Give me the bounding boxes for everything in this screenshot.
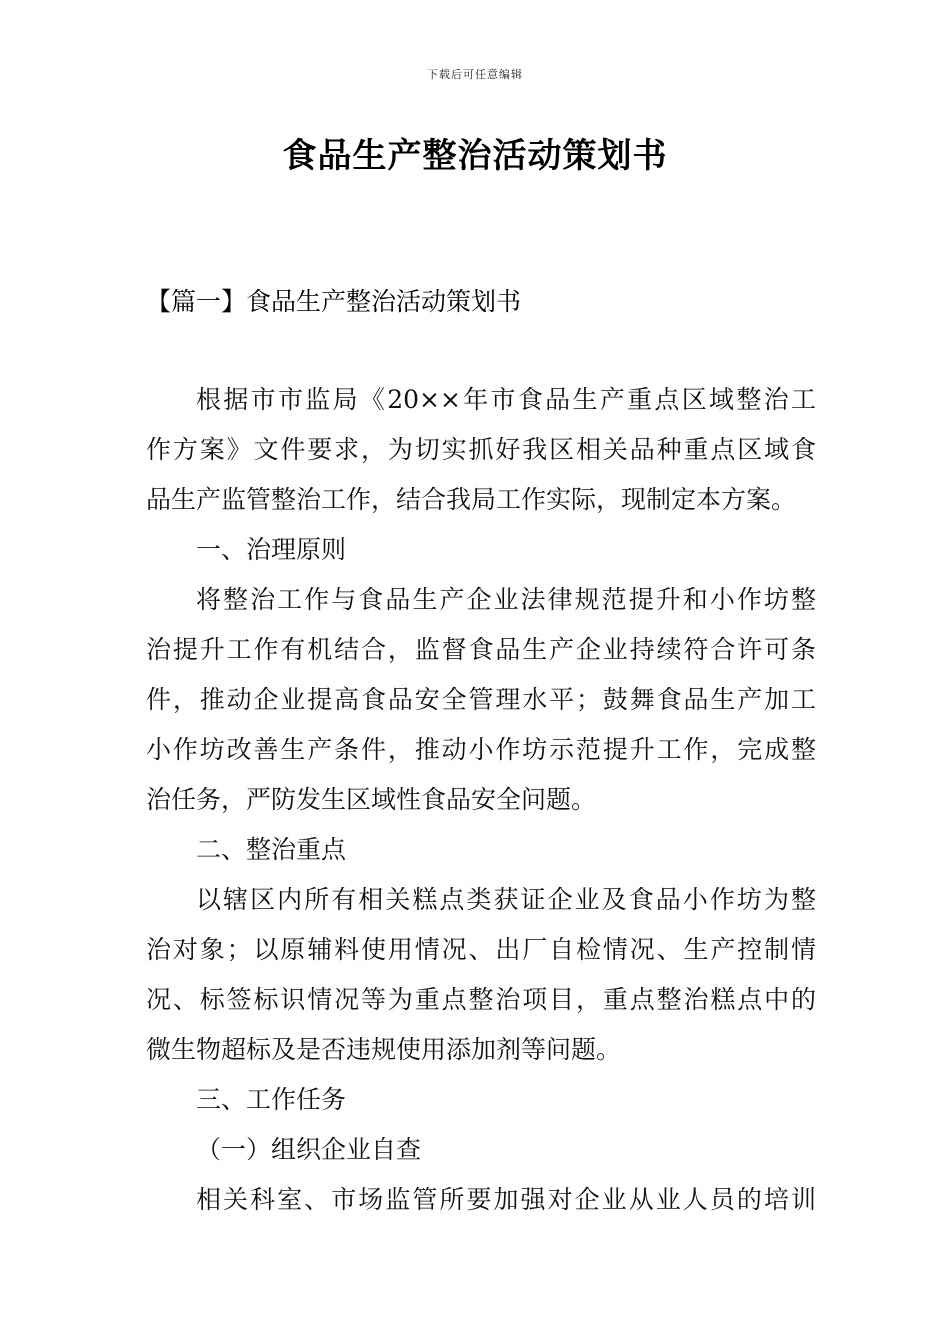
body-line: 三、工作任务: [196, 1085, 347, 1114]
body-line: （一）组织企业自查: [196, 1135, 422, 1164]
body-line: 品生产监管整治工作，结合我局工作实际，现制定本方案。: [146, 485, 797, 514]
body-line: 二、整治重点: [196, 835, 347, 864]
body-line: 将整治工作与食品生产企业法律规范提升和小作坊整: [196, 585, 816, 614]
body-line: 治对象；以原辅料使用情况、出厂自检情况、生产控制情: [146, 935, 816, 964]
body-line: 件，推动企业提高食品安全管理水平；鼓舞食品生产加工: [146, 685, 816, 714]
document-title: 食品生产整治活动策划书: [282, 136, 668, 176]
body-line: 以辖区内所有相关糕点类获证企业及食品小作坊为整: [196, 885, 816, 914]
body-line: 作方案》文件要求，为切实抓好我区相关品种重点区域食: [146, 435, 816, 464]
body-line: 微生物超标及是否违规使用添加剂等问题。: [146, 1035, 622, 1064]
body-line: 况、标签标识情况等为重点整治项目，重点整治糕点中的: [146, 985, 816, 1014]
body-line: 治提升工作有机结合，监督食品生产企业持续符合许可条: [146, 635, 816, 664]
body-line: 相关科室、市场监管所要加强对企业从业人员的培训: [196, 1185, 816, 1214]
section-heading: 【篇一】食品生产整治活动策划书: [146, 287, 522, 316]
header-note: 下载后可任意编辑: [427, 68, 523, 81]
body-line: 根据市市监局《20××年市食品生产重点区域整治工: [196, 385, 816, 414]
body-line: 小作坊改善生产条件，推动小作坊示范提升工作，完成整: [146, 735, 816, 764]
body-line: 一、治理原则: [196, 535, 347, 564]
body-line: 治任务，严防发生区域性食品安全问题。: [146, 785, 597, 814]
document-body: [146, 375, 816, 1225]
